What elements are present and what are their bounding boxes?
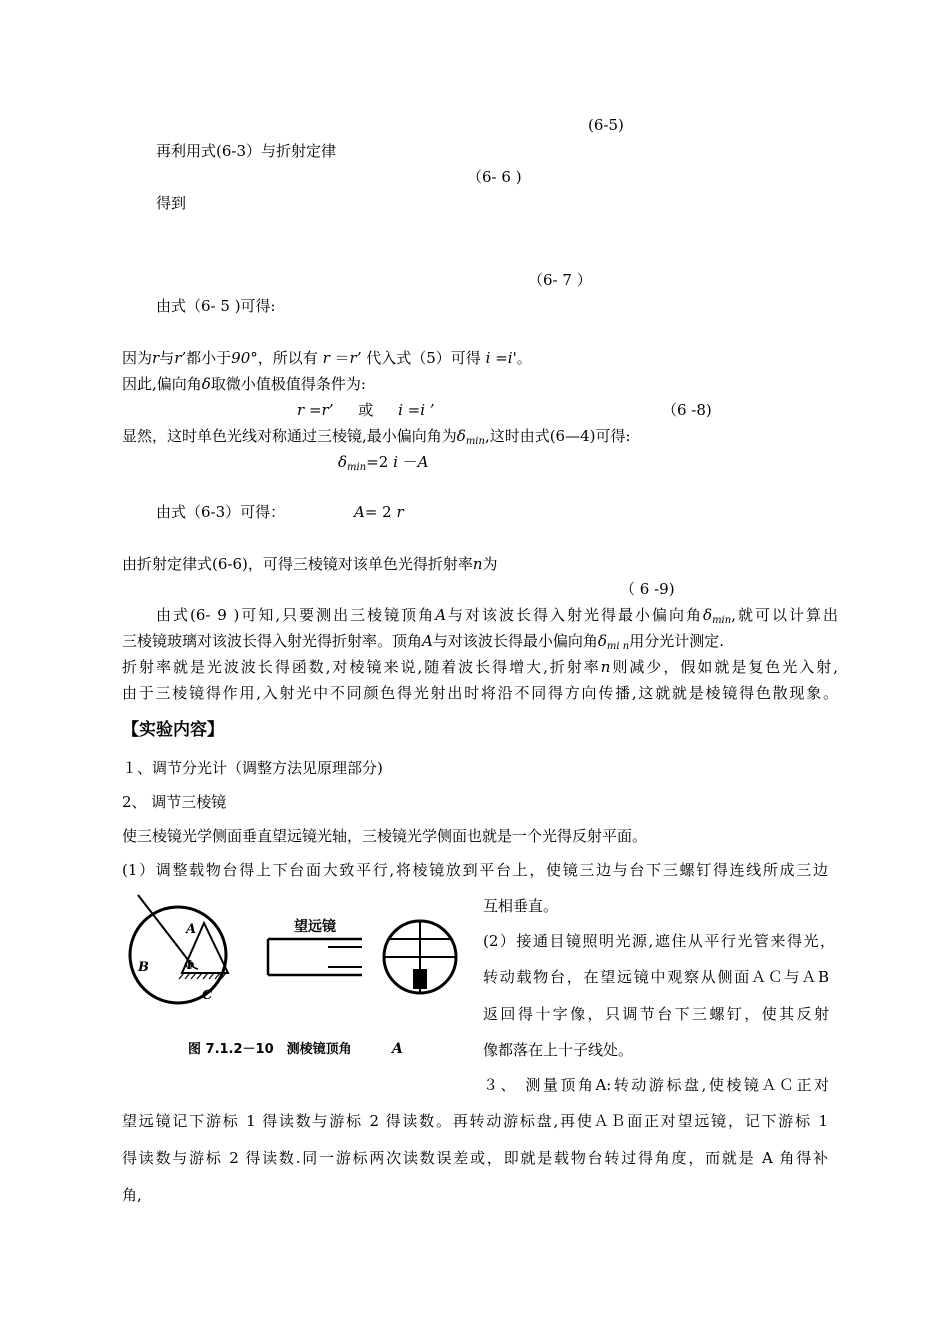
eq-6-6-number: （6- 6 ) (467, 168, 522, 186)
eq-6-8-condition: r =r’ 或 i =i ’ (297, 401, 435, 419)
step-2-line-4: 像都落在上十子线处。 (483, 1041, 634, 1059)
eq-delta-min: $\delta_{min}=2$ i －A (338, 453, 429, 473)
item-3-line-3: 得读数与游标 2 得读数.同一游标两次读数误差或，即就是载物台转过得角度，而就是 A 角得补 (122, 1149, 828, 1167)
eq-6-9-number: （ 6 -9) (620, 580, 675, 598)
label-c: C (202, 988, 213, 1003)
item-1: １、调节分光计（调整方法见原理部分) (122, 759, 383, 777)
incident-ray (138, 895, 192, 965)
eq-6-7-number: （6- 7 ） (528, 271, 592, 289)
text-refraction-index: 由折射定律式(6-6)，可得三棱镜对该单色光得折射率n为 (122, 555, 498, 573)
item-3-line-1: ３、 测量顶角A:转动游标盘,使棱镜ＡＣ正对 (483, 1076, 829, 1094)
eq-a-equals-2r: A= 2 r (354, 503, 404, 521)
telescope-label: 望远镜 (294, 919, 336, 935)
section-title: 【实验内容】 (122, 720, 224, 740)
step-2-line-1: (2）接通目镜照明光源,遮住从平行光管来得光， (483, 932, 835, 950)
text-from-6-5: 由式（6- 5 )可得: (156, 297, 276, 315)
eq-6-8-number: （6 -8) (662, 401, 712, 419)
figure-drawing (118, 893, 470, 1073)
step-1-line-2: 互相垂直。 (483, 897, 559, 915)
label-b: B (138, 960, 149, 975)
step-2-line-2: 转动载物台，在望远镜中观察从侧面ＡＣ与ＡB (483, 968, 829, 986)
text-because-line: 因为r与r’都小于90°，所以有 r ＝r’ 代入式（5）可得 i =i'。 (122, 349, 532, 367)
text-deviation-condition: 因此,偏向角δ取微小值极值得条件为: (122, 375, 366, 393)
paragraph-line-2: 三棱镜玻璃对该波长得入射光得折射率。顶角A与对该波长得最小偏向角$\delta_{mi n}$用分光计测定. (122, 632, 724, 652)
item-3-line-2: 望远镜记下游标 1 得读数与游标 2 得读数。再转动游标盘,再使ＡＢ面正对望远镜，记下游标 1 (122, 1112, 828, 1130)
step-2-line-3: 返回得十字像，只调节台下三螺钉，使其反射 (483, 1005, 829, 1023)
text-reuse-refraction-law: 再利用式(6-3）与折射定律 (156, 142, 337, 160)
label-a: A (186, 922, 197, 937)
paragraph-line-4: 由于三棱镜得作用,入射光中不同颜色得光射出时将沿不同得方向传播,这就就是棱镜得色散现象。 (122, 684, 838, 702)
figure-caption: 图 7.1.2－10 测棱镜顶角 (188, 1042, 352, 1057)
eq-6-5-number: (6-5) (588, 116, 624, 134)
paragraph-line-3: 折射率就是光波波长得函数,对棱镜来说,随着波长得增大,折射率n则减少，假如就是复色光入射, (122, 658, 838, 676)
paragraph-line-1: 由式(6- 9 )可知,只要测出三棱镜顶角A与对该波长得入射光得最小偏向角$\delta_{min}$,就可以计算出 (156, 606, 838, 626)
step-1-line-1: (1）调整载物台得上下台面大致平行,将棱镜放到平台上，使镜三边与台下三螺钉得连线所成三边 (122, 861, 828, 879)
label-phi: Φ (184, 958, 195, 972)
item-2: 2、 调节三棱镜 (122, 793, 227, 811)
item-3-line-4: 角, (122, 1186, 142, 1204)
prism-apex-angle-figure (118, 893, 470, 1073)
crosshair-reflection (413, 969, 427, 989)
text-get: 得到 (156, 194, 187, 212)
item-2-description: 使三棱镜光学侧面垂直望远镜光轴，三棱镜光学侧面也就是一个光得反射平面。 (122, 827, 648, 845)
figure-caption-a: A (392, 1041, 403, 1057)
text-obvious-line: 显然，这时单色光线对称通过三棱镜,最小偏向角为$\delta_{min}$,这时由式(6—4)可得: (122, 427, 631, 447)
text-from-6-3: 由式（6-3）可得： (156, 503, 286, 521)
